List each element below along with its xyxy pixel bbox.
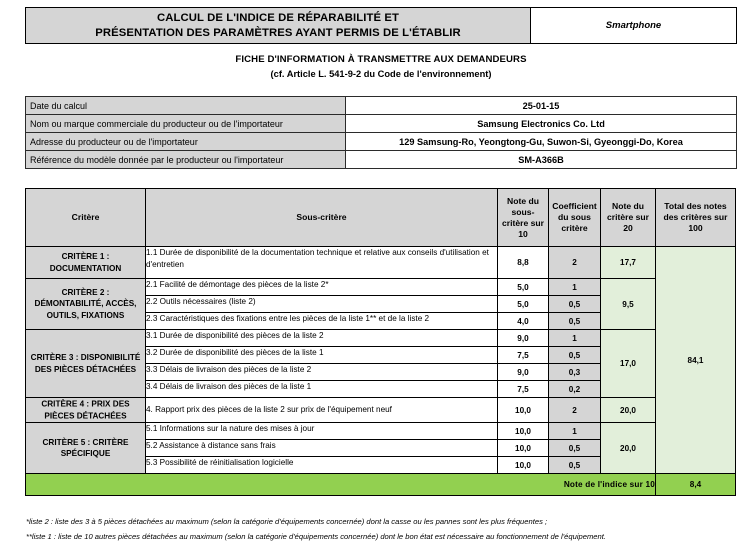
product-type-cell: Smartphone: [531, 8, 736, 43]
sub-criterion-label: 2.3 Caractéristiques des fixations entre les pièces de la liste 1** et de la liste 2: [146, 313, 498, 330]
sub-criterion-coefficient: 0,2: [549, 381, 601, 398]
subtitle-line2: (cf. Article L. 541-9-2 du Code de l'environnement): [270, 69, 492, 79]
criterion-name-4: [26, 398, 146, 423]
column-header-note-sous-critere: Note du sous-critère sur 10: [498, 189, 549, 247]
document-title-header: [25, 7, 737, 44]
sub-criterion-label: 5.3 Possibilité de réinitialisation logicielle: [146, 457, 498, 474]
total-criteria-score: 84,1: [656, 247, 736, 474]
criterion-score-4: 20,0: [601, 398, 656, 423]
column-header-critere: Critère: [26, 189, 146, 247]
table-row: [26, 423, 736, 440]
column-header-coefficient: Coefficient du sous critère: [549, 189, 601, 247]
criterion-score-3: 17,0: [601, 330, 656, 398]
info-label: Date du calcul: [26, 97, 346, 115]
sub-criterion-label: 5.1 Informations sur la nature des mises à jour: [146, 423, 498, 440]
table-row: [26, 279, 736, 296]
subtitle-block: [25, 53, 737, 81]
criterion-score-2: 9,5: [601, 279, 656, 330]
criterion-name-3: CRITÈRE 3 : DISPONIBILITÉ DES PIÈCES DÉTACHÉES: [26, 330, 146, 398]
sub-criterion-label: 4. Rapport prix des pièces de la liste 2 sur prix de l'équipement neuf: [146, 398, 498, 423]
info-label: Référence du modèle donnée par le producteur ou l'importateur: [26, 151, 346, 169]
sub-criterion-coefficient: 1: [549, 279, 601, 296]
criterion-name-4-text: CRITÈRE 4 : PRIX DES PIÈCES DÉTACHÉES: [41, 399, 130, 420]
final-index-row: [26, 474, 736, 496]
criterion-name-1: CRITÈRE 1 : DOCUMENTATION: [26, 247, 146, 279]
sub-criterion-coefficient: 0,5: [549, 313, 601, 330]
sub-criterion-label: 3.1 Durée de disponibilité des pièces de la liste 2: [146, 330, 498, 347]
sub-criterion-label: 3.4 Délais de livraison des pièces de la liste 1: [146, 381, 498, 398]
criterion-name-2: CRITÈRE 2 : DÉMONTABILITÉ, ACCÈS, OUTILS, FIXATIONS: [26, 279, 146, 330]
sub-criterion-note: 7,5: [498, 381, 549, 398]
sub-criterion-note: 10,0: [498, 423, 549, 440]
table-header-row: [26, 189, 736, 247]
table-row: [26, 115, 737, 133]
sub-criterion-note: 5,0: [498, 296, 549, 313]
sub-criterion-label: 1.1 Durée de disponibilité de la documentation technique et relative aux conseils d'utilisation et d'entretien: [146, 247, 498, 279]
sub-criterion-coefficient: 2: [549, 247, 601, 279]
reparability-scoring-table: [25, 188, 736, 496]
footnote-liste-2: *liste 2 : liste des 3 à 5 pièces détachées au maximum (selon la catégorie d'équipements concernée) dont la casse ou les pannes sont les plus fréquentes ;: [26, 517, 548, 526]
subtitle-line1: FICHE D'INFORMATION À TRANSMETTRE AUX DEMANDEURS: [235, 54, 527, 65]
final-index-value: 8,4: [656, 474, 736, 496]
sub-criterion-note: 10,0: [498, 440, 549, 457]
criterion-score-1: 17,7: [601, 247, 656, 279]
footnotes-block: [26, 514, 740, 544]
info-value: 25-01-15: [346, 97, 737, 115]
sub-criterion-coefficient: 0,5: [549, 457, 601, 474]
column-header-total-notes: Total des notes des critères sur 100: [656, 189, 736, 247]
table-row: [26, 97, 737, 115]
sub-criterion-note: 10,0: [498, 457, 549, 474]
document-title-line1: CALCUL DE L'INDICE DE RÉPARABILITÉ ET: [157, 11, 399, 24]
footnote-liste-1: **liste 1 : liste de 10 autres pièces détachées au maximum (selon la catégorie d'équipements concernée) dont le bon état est nécessaire au fonctionnement de l'équipement.: [26, 532, 606, 541]
sub-criterion-label: 2.1 Facilité de démontage des pièces de la liste 2*: [146, 279, 498, 296]
document-title-block: [26, 8, 531, 43]
sub-criterion-coefficient: 1: [549, 330, 601, 347]
column-header-sous-critere: Sous-critère: [146, 189, 498, 247]
table-row: [26, 151, 737, 169]
sub-criterion-note: 5,0: [498, 279, 549, 296]
table-row: [26, 330, 736, 347]
sub-criterion-label: 3.2 Durée de disponibilité des pièces de la liste 1: [146, 347, 498, 364]
criterion-name-5: CRITÈRE 5 : CRITÈRE SPÉCIFIQUE: [26, 423, 146, 474]
sub-criterion-note: 10,0: [498, 398, 549, 423]
sub-criterion-coefficient: 0,5: [549, 296, 601, 313]
table-row: [26, 398, 736, 423]
document-title-line2: PRÉSENTATION DES PARAMÈTRES AYANT PERMIS DE L'ÉTABLIR: [95, 26, 461, 39]
sub-criterion-label: 2.2 Outils nécessaires (liste 2): [146, 296, 498, 313]
sub-criterion-note: 9,0: [498, 330, 549, 347]
sub-criterion-coefficient: 0,5: [549, 440, 601, 457]
sub-criterion-coefficient: 1: [549, 423, 601, 440]
column-header-note-critere: Note du critère sur 20: [601, 189, 656, 247]
sub-criterion-note: 9,0: [498, 364, 549, 381]
info-label: Nom ou marque commerciale du producteur ou de l'importateur: [26, 115, 346, 133]
info-value: SM-A366B: [346, 151, 737, 169]
scoring-table-body: [26, 247, 736, 496]
info-label: Adresse du producteur ou de l'importateur: [26, 133, 346, 151]
info-value: Samsung Electronics Co. Ltd: [346, 115, 737, 133]
sub-criterion-coefficient: 2: [549, 398, 601, 423]
sub-criterion-coefficient: 0,3: [549, 364, 601, 381]
table-row: [26, 133, 737, 151]
sub-criterion-note: 7,5: [498, 347, 549, 364]
info-value: 129 Samsung-Ro, Yeongtong-Gu, Suwon-Si, Gyeonggi-Do, Korea: [346, 133, 737, 151]
criterion-score-5: 20,0: [601, 423, 656, 474]
final-index-label: Note de l'indice sur 10: [26, 474, 656, 496]
sub-criterion-note: 4,0: [498, 313, 549, 330]
sub-criterion-label: 3.3 Délais de livraison des pièces de la liste 2: [146, 364, 498, 381]
producer-info-table: [25, 96, 737, 169]
table-row: [26, 247, 736, 279]
sub-criterion-coefficient: 0,5: [549, 347, 601, 364]
sub-criterion-note: 8,8: [498, 247, 549, 279]
sub-criterion-label: 5.2 Assistance à distance sans frais: [146, 440, 498, 457]
